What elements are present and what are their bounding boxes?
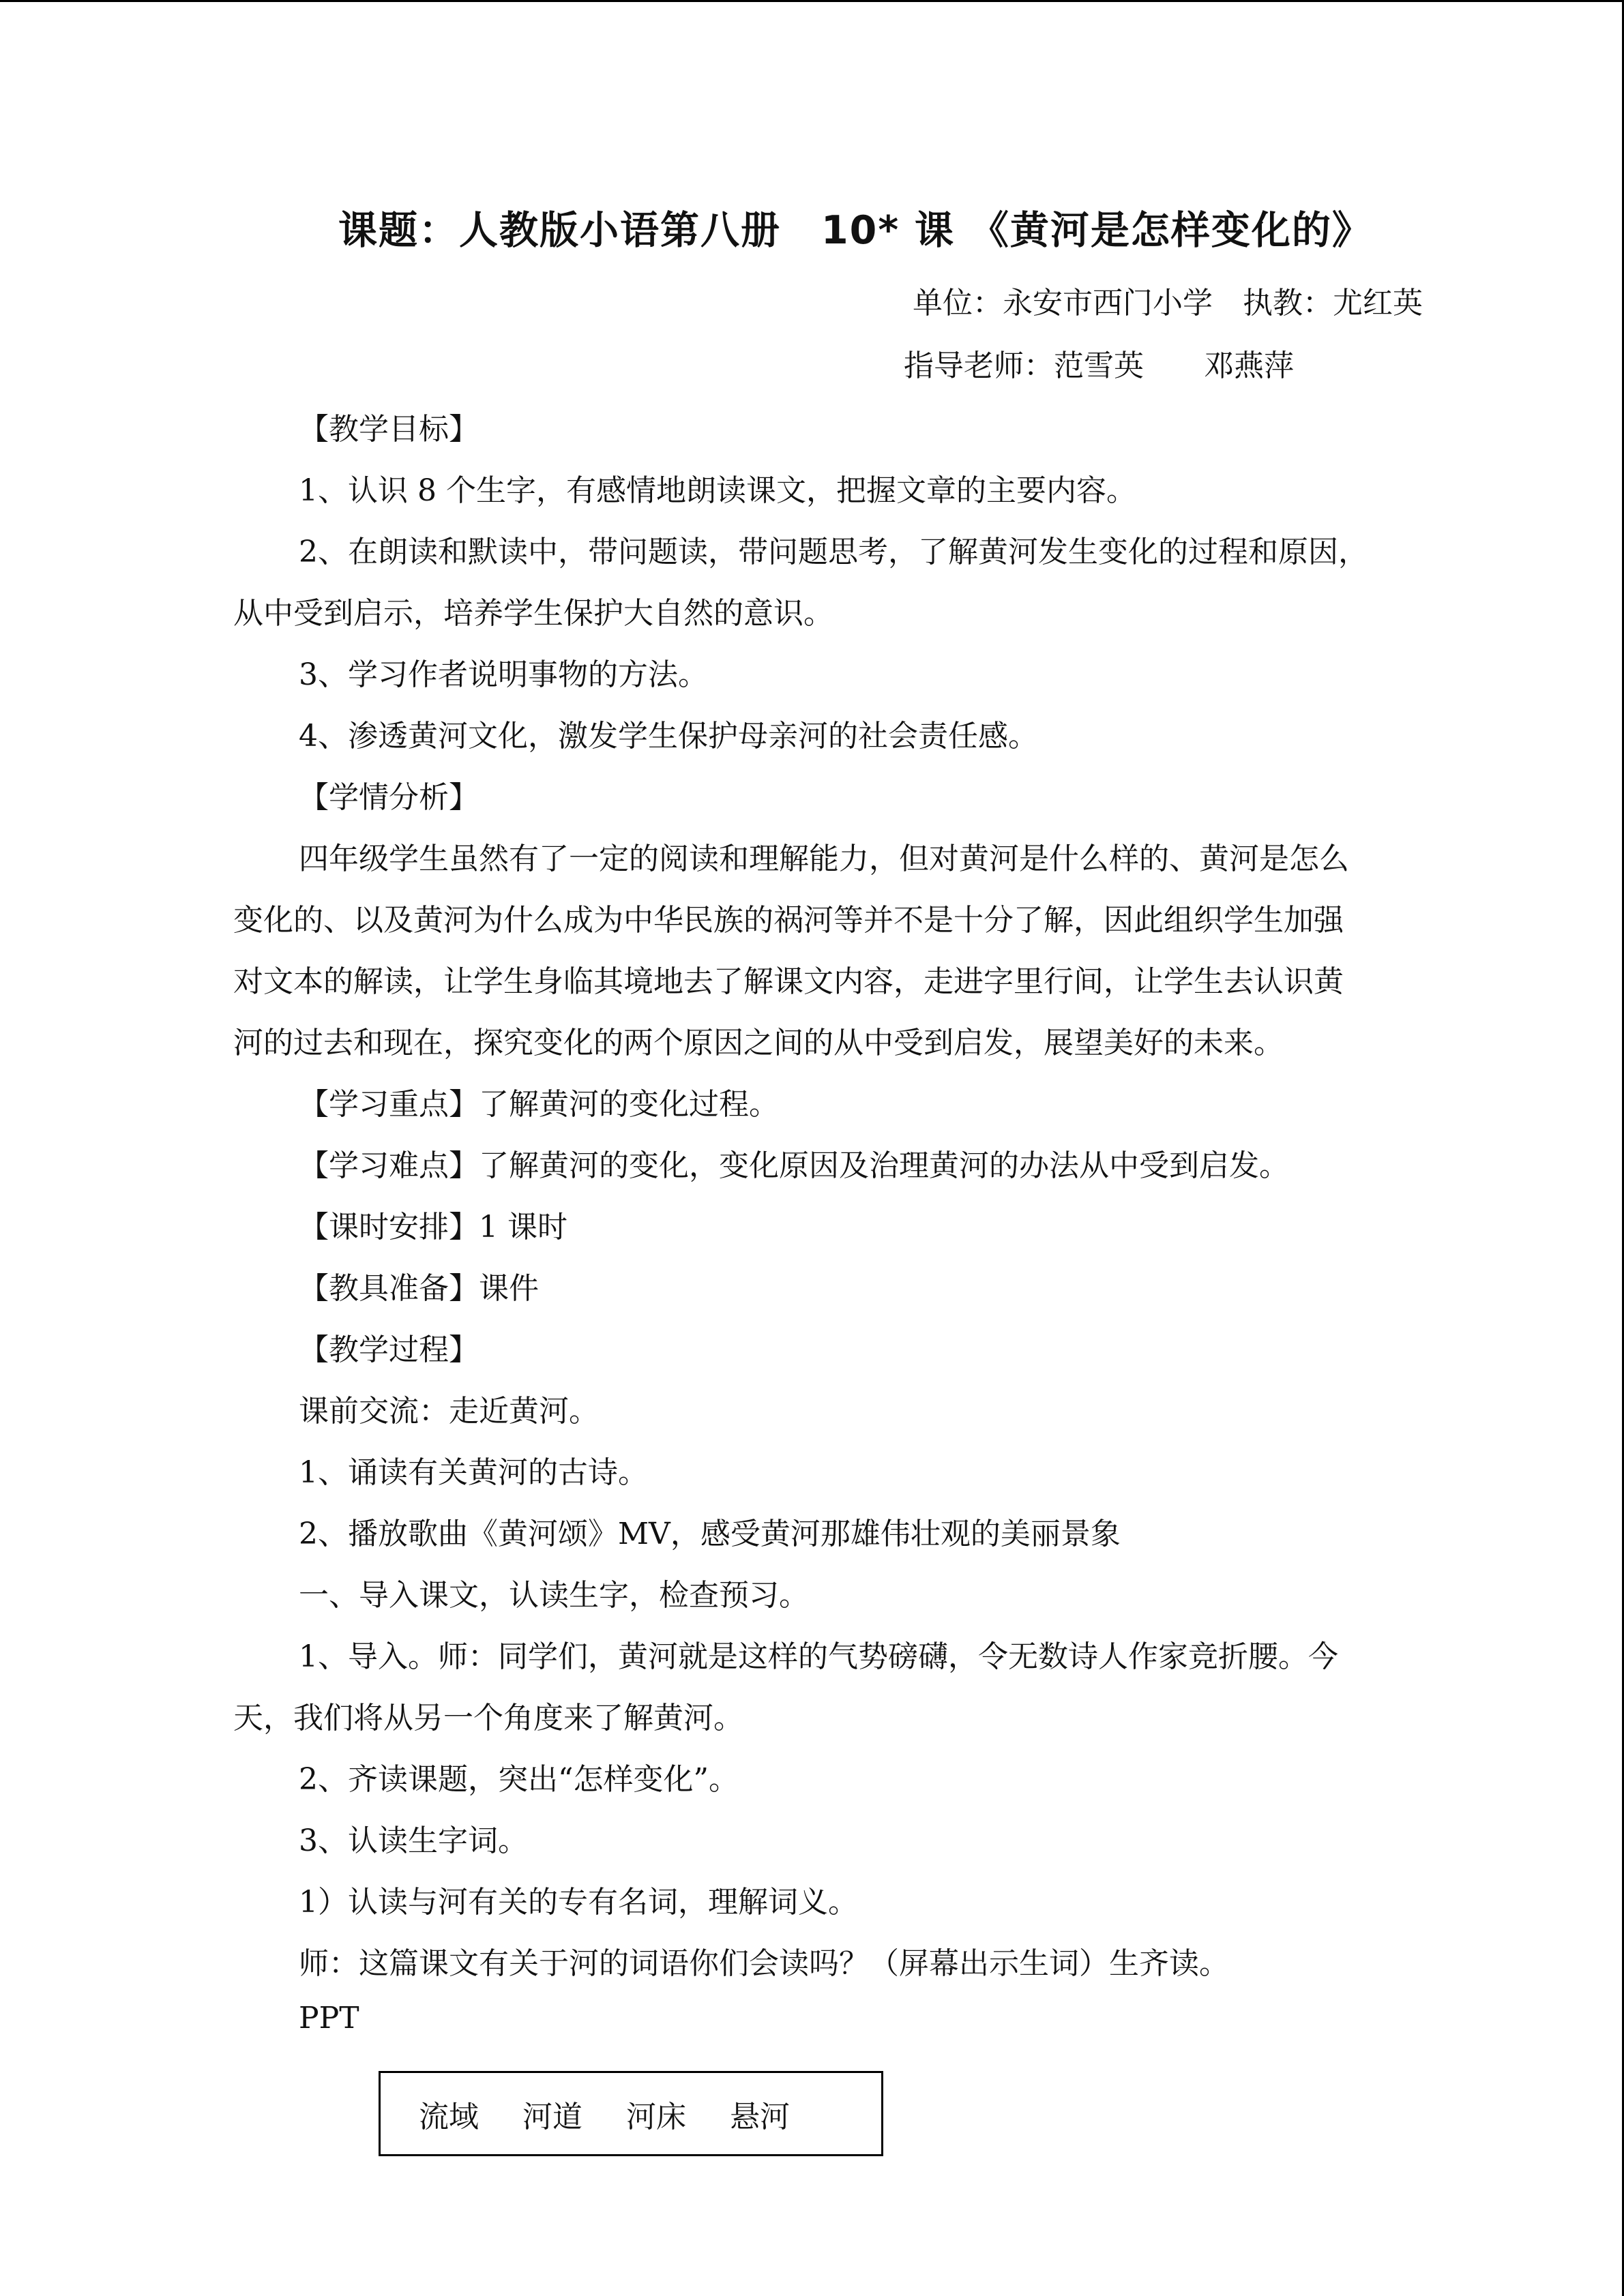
key-point-line: 【学习重点】了解黄河的变化过程。: [299, 1087, 779, 1122]
vocab-box: [379, 2071, 883, 2156]
objective-item: 2、在朗读和默读中，带问题读，带问题思考，了解黄河发生变化的过程和原因，: [299, 535, 1368, 569]
section-heading-analysis: 【学情分析】: [299, 780, 479, 815]
unit-teacher-line: 单位：永安市西门小学 执教：尤红英: [913, 286, 1423, 320]
process-line: 2、齐读课题，突出“怎样变化”。: [299, 1762, 739, 1797]
process-line: 3、认读生字词。: [299, 1823, 528, 1858]
objective-item: 4、渗透黄河文化，激发学生保护母亲河的社会责任感。: [299, 719, 1038, 754]
objective-item: 3、学习作者说明事物的方法。: [299, 657, 708, 692]
analysis-paragraph: 四年级学生虽然有了一定的阅读和理解能力，但对黄河是什么样的、黄河是怎么: [299, 841, 1349, 876]
page-border-top: [0, 0, 1624, 2]
process-line: 1、诵读有关黄河的古诗。: [299, 1455, 648, 1490]
ppt-label: PPT: [299, 2001, 359, 2036]
materials-line: 【教具准备】课件: [299, 1271, 539, 1306]
process-line: 2、播放歌曲《黄河颂》MV，感受黄河那雄伟壮观的美丽景象: [299, 1517, 1121, 1551]
page-title: 课题：人教版小语第八册 10* 课 《黄河是怎样变化的》: [338, 208, 1372, 253]
advisor-line: 指导老师：范雪英 邓燕萍: [904, 348, 1294, 383]
process-line: 1）认读与河有关的专有名词，理解词义。: [299, 1885, 858, 1920]
process-line-continued: 天，我们将从另一个角度来了解黄河。: [233, 1701, 743, 1735]
process-line: 课前交流：走近黄河。: [299, 1394, 599, 1429]
vocab-word: 悬河: [730, 2099, 790, 2134]
process-line: 1、导入。师：同学们，黄河就是这样的气势磅礴，令无数诗人作家竞折腰。今: [299, 1639, 1338, 1674]
process-line: 一、导入课文，认读生字，检查预习。: [299, 1578, 809, 1613]
vocab-word: 河床: [626, 2099, 686, 2134]
vocab-word: 河道: [522, 2099, 582, 2134]
schedule-line: 【课时安排】1 课时: [299, 1210, 567, 1244]
analysis-paragraph: 河的过去和现在，探究变化的两个原因之间的从中受到启发，展望美好的未来。: [233, 1026, 1284, 1060]
analysis-paragraph: 变化的、以及黄河为什么成为中华民族的祸河等并不是十分了解，因此组织学生加强: [233, 903, 1344, 938]
objective-item-continued: 从中受到启示，培养学生保护大自然的意识。: [233, 596, 833, 631]
difficulty-line: 【学习难点】了解黄河的变化，变化原因及治理黄河的办法从中受到启发。: [299, 1148, 1289, 1183]
objective-item: 1、认识 8 个生字，有感情地朗读课文，把握文章的主要内容。: [299, 473, 1136, 508]
document-body: [233, 399, 1461, 2042]
process-line: 师：这篇课文有关于河的词语你们会读吗？（屏幕出示生词）生齐读。: [299, 1946, 1229, 1981]
vocab-word: 流域: [419, 2099, 479, 2134]
section-heading-objectives: 【教学目标】: [299, 412, 479, 447]
section-heading-process: 【教学过程】: [299, 1332, 479, 1367]
analysis-paragraph: 对文本的解读，让学生身临其境地去了解课文内容，走进字里行间，让学生去认识黄: [233, 964, 1344, 999]
